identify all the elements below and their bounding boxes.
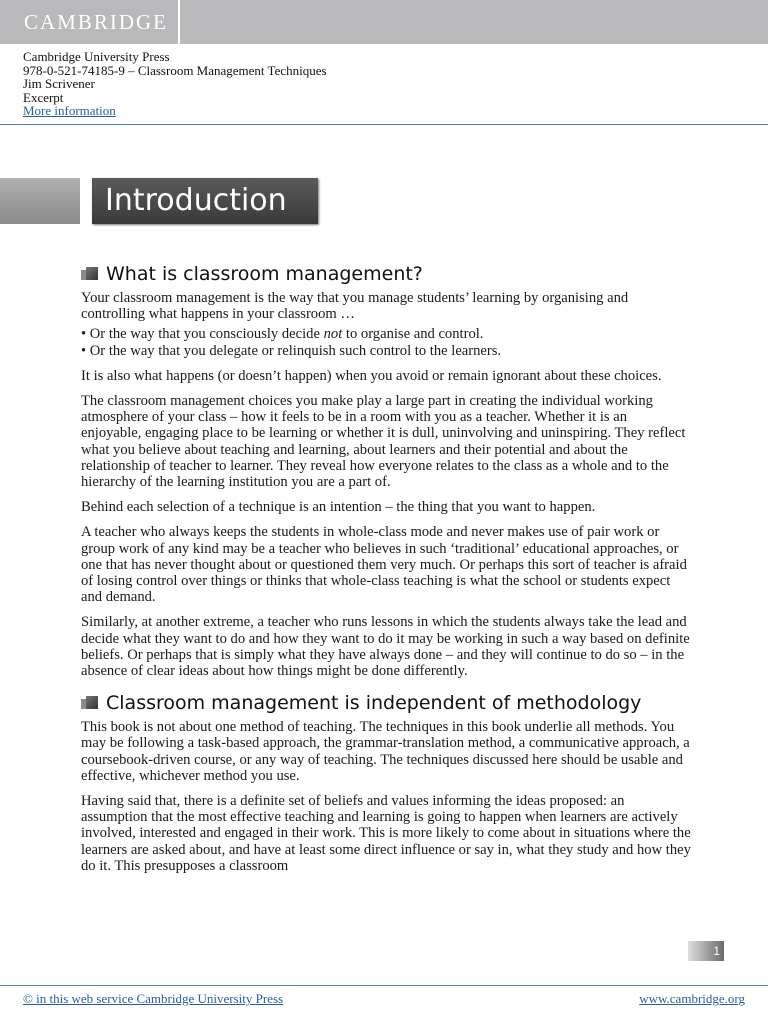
- author-line: Jim Scrivener: [23, 76, 95, 91]
- bullet-item: • Or the way that you delegate or relinquish such control to the learners.: [81, 343, 691, 359]
- paragraph: Similarly, at another extreme, a teacher who runs lessons in which the students always take the lead and decide what they want to do and how they want to do it may be working in such a way based on definite beliefs. Or perhaps that is simply what they have always done – and they will continue to do so – in the absence of clear ideas about how things might be done differently.: [81, 614, 690, 680]
- cambridge-logo: CAMBRIDGE: [24, 10, 169, 34]
- paragraph: A teacher who always keeps the students in whole-class mode and never makes use of pair work or group work of any kind may be a teacher who believes in such ‘traditional’ educational approaches, or one that has never thought about or questioned them very much. Or perhaps this sort of teacher is afraid of losing control over things or thinks that whole-class teaching is what the school or students expect and demand.: [81, 524, 687, 606]
- page-body: [81, 262, 691, 883]
- section-heading-text: Classroom management is independent of methodology: [106, 692, 642, 715]
- section-square-icon: [81, 696, 98, 710]
- paragraph: This book is not about one method of teaching. The techniques in this book underlie all methods. You may be following a task-based approach, the grammar-translation method, a communicative approach, a coursebook-driven course, or any way of teaching. The techniques discussed here should be usable and effective, whichever method you use.: [81, 719, 690, 784]
- section-heading-text: What is classroom management?: [106, 263, 423, 285]
- page-number: 1: [688, 941, 724, 961]
- paragraph: The classroom management choices you make play a large part in creating the individual working atmosphere of your class – how it feels to be in a room with you as a teacher. Whether it is an enjoyable, engaging place to be learning or whether it is dull, uninvolving and uninspiring. They reflect what you believe about teaching and learning, about learners and their potential and about the relationship of teacher to learner. They reveal how everyone relates to the class as a whole and to the hierarchy of the learning institution you are a part of.: [81, 393, 686, 491]
- section-square-icon: [81, 267, 98, 281]
- bullet-item: • Or the way that you consciously decide not to organise and control.: [81, 326, 691, 342]
- section-heading: [81, 262, 691, 286]
- footer-divider: [0, 985, 768, 986]
- top-banner: [0, 0, 768, 44]
- more-information-link[interactable]: More information: [23, 103, 116, 118]
- chapter-band: [0, 178, 80, 224]
- website-link[interactable]: www.cambridge.org: [639, 991, 745, 1006]
- header-divider: [0, 124, 768, 125]
- section-heading: [81, 691, 691, 715]
- copyright-link[interactable]: © in this web service Cambridge University Press: [23, 991, 284, 1006]
- banner-divider: [178, 0, 180, 44]
- paragraph: Having said that, there is a definite set of beliefs and values informing the ideas proposed: an assumption that the most effective teaching and learning is going to happen when learners are actively involved, interested and engaged in their work. This is more likely to come about in situations where the learners are asked about, and have at least some direct influence or say in, what they study and how they do it. This presupposes a classroom: [81, 793, 691, 874]
- chapter-title: Introduction: [92, 178, 318, 224]
- publisher-line: Cambridge University Press: [23, 49, 170, 64]
- paragraph: Your classroom management is the way that you manage students’ learning by organising and controlling what happens in your classroom …: [81, 290, 629, 323]
- isbn-title-line: 978-0-521-74185-9 – Classroom Management Techniques: [23, 62, 327, 78]
- excerpt-label: Excerpt: [23, 89, 64, 105]
- paragraph: It is also what happens (or doesn’t happen) when you avoid or remain ignorant about these choices.: [81, 367, 662, 384]
- book-metadata: [23, 50, 327, 118]
- bullet-list: [81, 326, 691, 358]
- paragraph: Behind each selection of a technique is an intention – the thing that you want to happen.: [81, 499, 596, 516]
